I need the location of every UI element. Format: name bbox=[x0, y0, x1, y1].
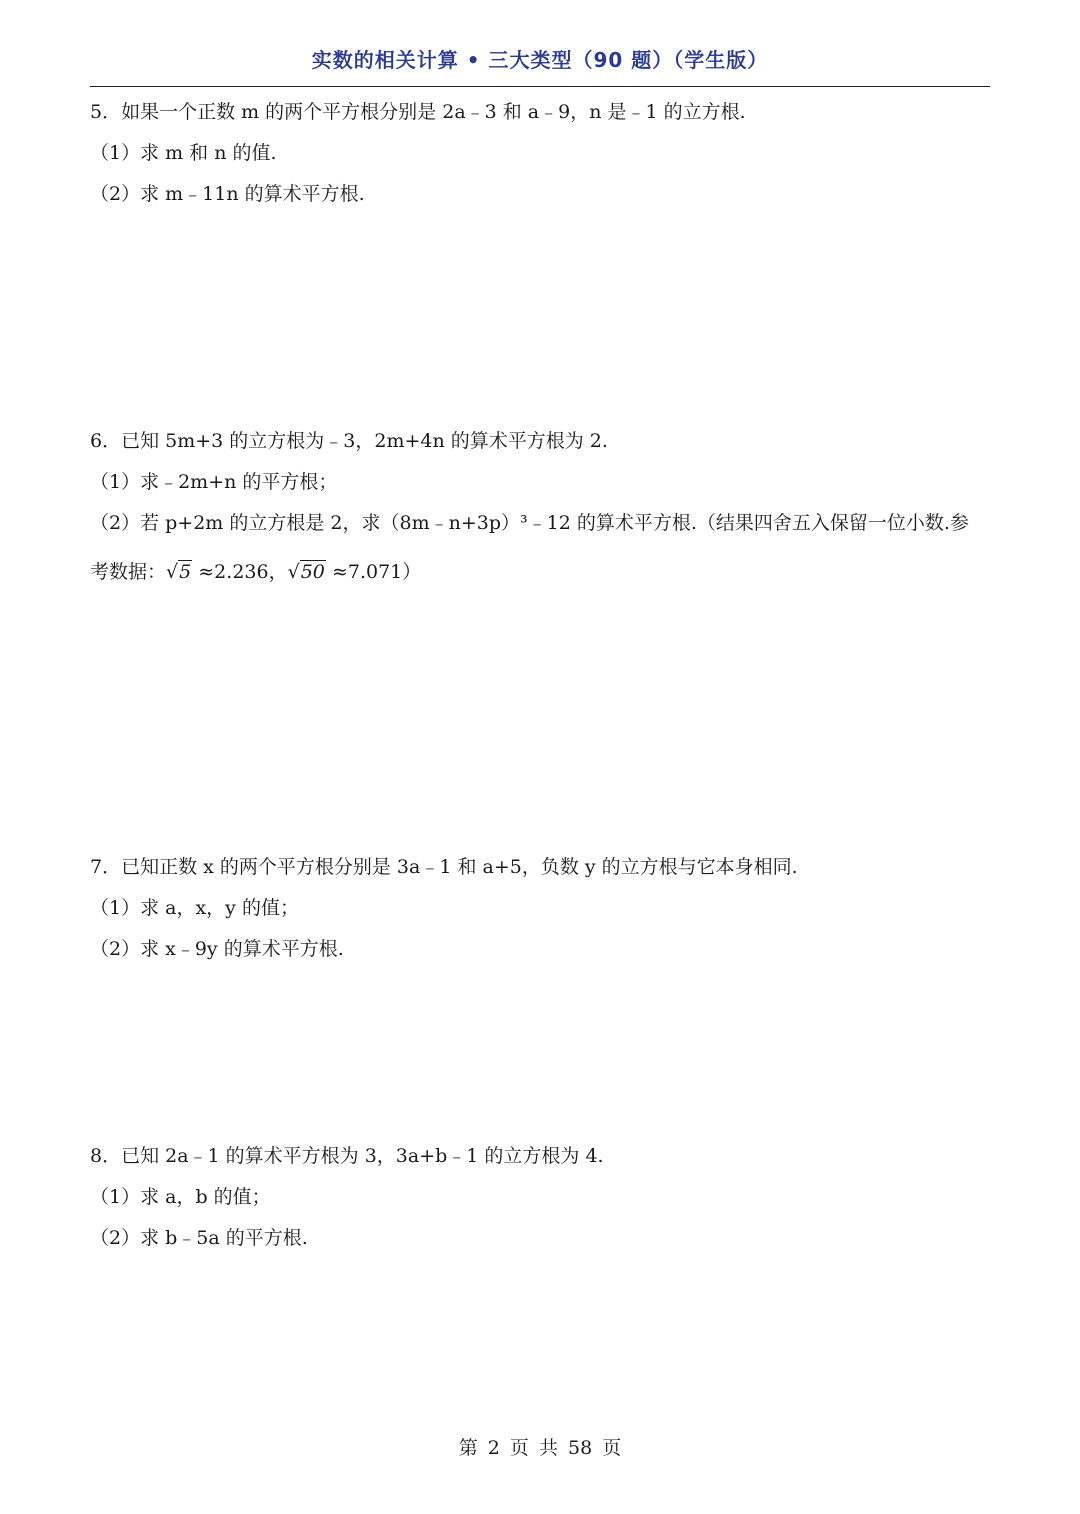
reference-prefix: 考数据： bbox=[90, 561, 167, 583]
sqrt-symbol: √ bbox=[287, 561, 300, 583]
problem-5-part-2: （2）求 m﹣11n 的算术平方根. bbox=[90, 183, 365, 205]
header-divider bbox=[90, 86, 990, 87]
sqrt-5-approx: ≈2.236， bbox=[198, 561, 288, 583]
problem-7-part-2: （2）求 x﹣9y 的算术平方根. bbox=[90, 938, 344, 960]
problem-7-stem: 7．已知正数 x 的两个平方根分别是 3a﹣1 和 a+5，负数 y 的立方根与它本身相同. bbox=[90, 856, 798, 878]
problem-6-part-2: （2）若 p+2m 的立方根是 2，求（8m﹣n+3p）³﹣12 的算术平方根.（结果四舍五入保留一位小数.参 bbox=[90, 512, 969, 534]
sqrt-50-approx: ≈7.071） bbox=[331, 561, 422, 583]
problem-5-stem: 5．如果一个正数 m 的两个平方根分别是 2a﹣3 和 a﹣9，n 是﹣1 的立方根. bbox=[90, 101, 746, 123]
problem-6-reference-data bbox=[90, 560, 990, 584]
document-title: 实数的相关计算 • 三大类型（90 题）（学生版） bbox=[311, 48, 769, 72]
problem-8-stem: 8．已知 2a﹣1 的算术平方根为 3，3a+b﹣1 的立方根为 4. bbox=[90, 1145, 604, 1167]
problem-5-part-1: （1）求 m 和 n 的值. bbox=[90, 142, 277, 164]
page-number-footer: 第 2 页 共 58 页 bbox=[458, 1437, 622, 1459]
sqrt-radicand-50: 50 bbox=[300, 561, 325, 583]
sqrt-radicand-5: 5 bbox=[179, 561, 192, 583]
problem-6-part-1: （1）求﹣2m+n 的平方根； bbox=[90, 471, 338, 493]
sqrt-symbol: √ bbox=[166, 561, 179, 583]
problem-8-part-1: （1）求 a，b 的值； bbox=[90, 1186, 271, 1208]
problem-6-stem: 6．已知 5m+3 的立方根为﹣3，2m+4n 的算术平方根为 2. bbox=[90, 430, 608, 452]
problem-8-part-2: （2）求 b﹣5a 的平方根. bbox=[90, 1227, 308, 1249]
problem-7-part-1: （1）求 a，x，y 的值； bbox=[90, 897, 299, 919]
